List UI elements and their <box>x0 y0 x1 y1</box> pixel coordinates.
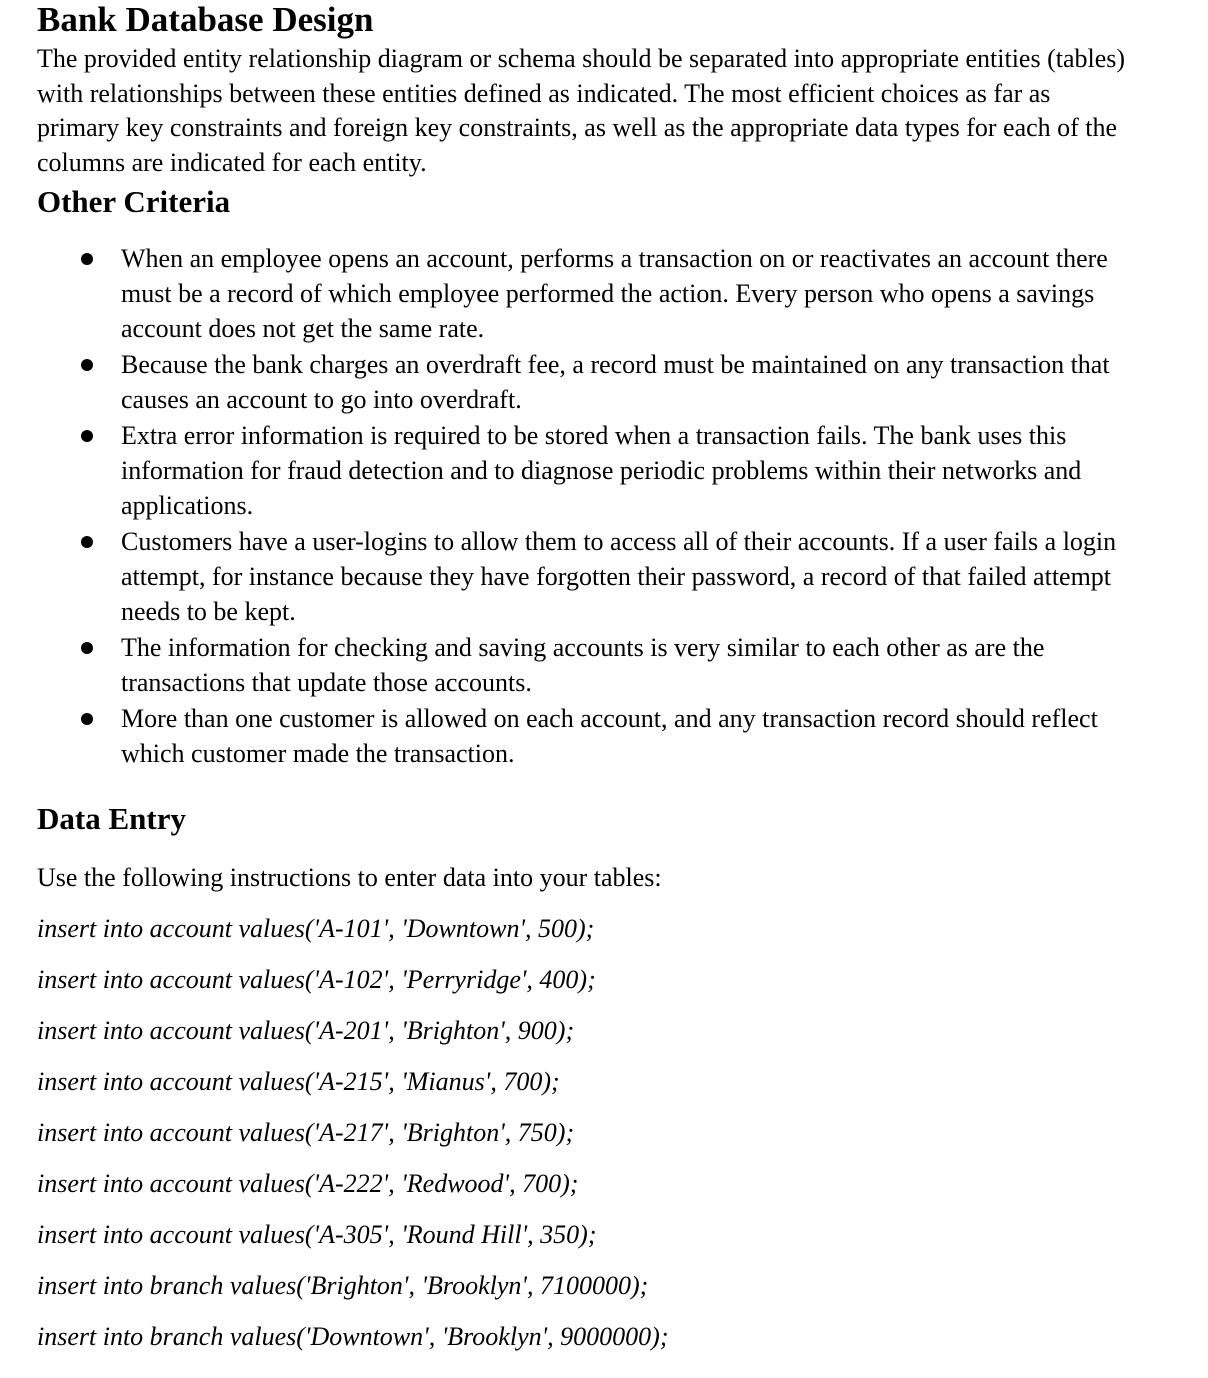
other-criteria-heading: Other Criteria <box>37 184 231 219</box>
sql-statement: insert into account values('A-305', 'Round Hill', 350); <box>37 1220 597 1249</box>
list-item <box>37 347 1136 417</box>
sql-statement: insert into account values('A-222', 'Redwood', 700); <box>37 1169 579 1198</box>
list-item <box>37 701 1136 771</box>
sql-statement: insert into account values('A-217', 'Brighton', 750); <box>37 1118 575 1147</box>
list-item <box>37 241 1136 346</box>
list-item <box>37 630 1136 700</box>
criteria-text: Customers have a user-logins to allow them to access all of their accounts. If a user fails a login attempt, for instance because they have forgotten their password, a record of that failed attempt needs to be kept. <box>121 527 1117 626</box>
criteria-text: Because the bank charges an overdraft fee, a record must be maintained on any transaction that causes an account to go into overdraft. <box>121 350 1110 414</box>
sql-statement: insert into branch values('Brighton', 'Brooklyn', 7100000); <box>37 1271 649 1300</box>
list-item <box>37 418 1136 523</box>
bullet-icon <box>81 430 93 442</box>
list-item <box>37 524 1136 629</box>
bullet-icon <box>81 253 93 265</box>
sql-statement: insert into account values('A-102', 'Perryridge', 400); <box>37 965 596 994</box>
bullet-icon <box>81 359 93 371</box>
bullet-icon <box>81 536 93 548</box>
sql-statement: insert into account values('A-201', 'Brighton', 900); <box>37 1016 575 1045</box>
criteria-text: When an employee opens an account, performs a transaction on or reactivates an account there must be a record of which employee performed the action. Every person who opens a savings account does not get the same rate. <box>121 244 1108 343</box>
bullet-icon <box>81 642 93 654</box>
document-page <box>37 0 1197 1371</box>
sql-statement: insert into branch values('Downtown', 'Brooklyn', 9000000); <box>37 1322 669 1351</box>
criteria-text: More than one customer is allowed on each account, and any transaction record should reflect which customer made the transaction. <box>121 704 1098 768</box>
sql-statement: insert into account values('A-215', 'Mianus', 700); <box>37 1067 560 1096</box>
criteria-text: Extra error information is required to be stored when a transaction fails. The bank uses this information for fraud detection and to diagnose periodic problems within their networks and applications. <box>121 421 1082 520</box>
criteria-text: The information for checking and saving accounts is very similar to each other as are the transactions that update those accounts. <box>121 633 1045 697</box>
data-entry-heading: Data Entry <box>37 801 186 836</box>
page-title: Bank Database Design <box>37 0 374 39</box>
sql-statement-list <box>37 912 1197 1371</box>
intro-paragraph: The provided entity relationship diagram or schema should be separated into appropriate entities (tables) with relationships between these entities defined as indicated. The most efficient choices as far as primary key constraints and foreign key constraints, as well as the appropriate data types for each of the columns are indicated for each entity. <box>37 44 1126 177</box>
sql-statement: insert into account values('A-101', 'Downtown', 500); <box>37 914 595 943</box>
criteria-list <box>37 241 1197 771</box>
data-entry-instructions: Use the following instructions to enter data into your tables: <box>37 863 662 892</box>
bullet-icon <box>81 713 93 725</box>
